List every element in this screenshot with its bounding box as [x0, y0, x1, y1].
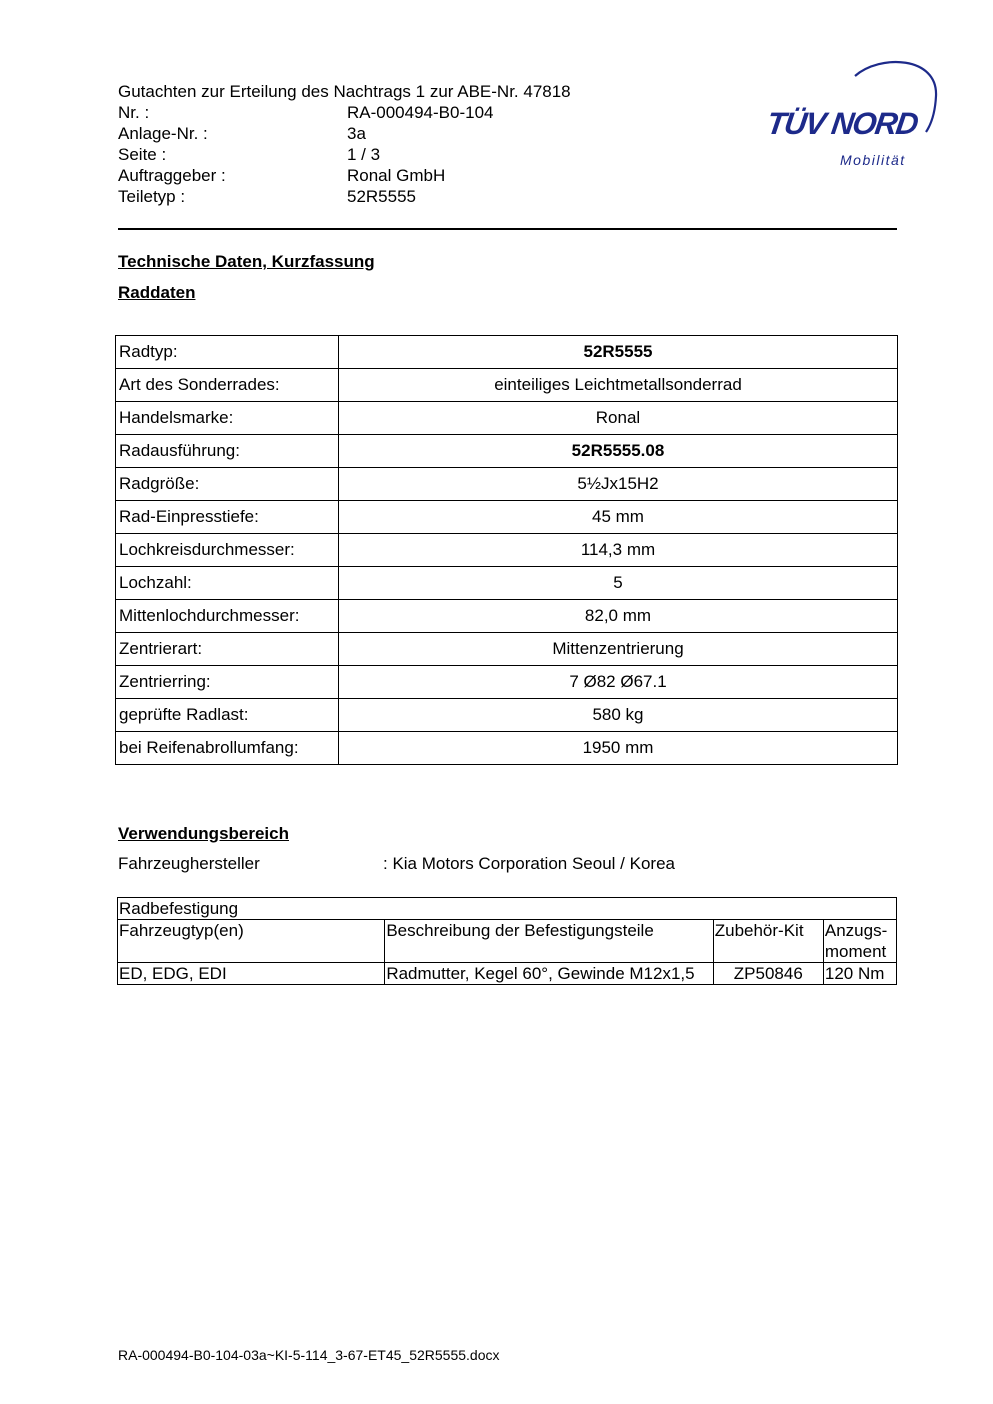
- table-cell: ED, EDG, EDI: [118, 963, 385, 985]
- row-label: Lochkreisdurchmesser:: [116, 534, 339, 567]
- table-row: [116, 501, 898, 534]
- table-row: [116, 567, 898, 600]
- row-label: Zentrierart:: [116, 633, 339, 666]
- table-row: [116, 369, 898, 402]
- header-value: Ronal GmbH: [347, 166, 446, 185]
- header-value: 1 / 3: [347, 145, 381, 164]
- header-label: Seite :: [118, 145, 167, 164]
- header-value: RA-000494-B0-104: [347, 103, 494, 122]
- table-row: [116, 468, 898, 501]
- column-header: Fahrzeugtyp(en): [118, 920, 385, 963]
- subsection-heading: Raddaten: [118, 283, 196, 302]
- logo-subtitle: Mobilität: [840, 152, 906, 168]
- tuv-nord-logo: [760, 56, 940, 171]
- row-value: 1950 mm: [339, 732, 898, 765]
- column-header: Beschreibung der Befestigungsteile: [385, 920, 713, 963]
- row-value: Mittenzentrierung: [339, 633, 898, 666]
- row-value: 82,0 mm: [339, 600, 898, 633]
- table-row: [116, 435, 898, 468]
- report-title: Gutachten zur Erteilung des Nachtrags 1 zur ABE-Nr. 47818: [118, 82, 571, 101]
- row-label: Mittenlochdurchmesser:: [116, 600, 339, 633]
- row-label: Lochzahl:: [116, 567, 339, 600]
- row-label: geprüfte Radlast:: [116, 699, 339, 732]
- table-row: [116, 633, 898, 666]
- row-value: 580 kg: [339, 699, 898, 732]
- table-row: [116, 732, 898, 765]
- header-row-auftraggeber: [118, 165, 571, 186]
- header-value: 52R5555: [347, 187, 417, 206]
- column-header: Zubehör-Kit: [713, 920, 823, 963]
- section-heading-usage: Verwendungsbereich: [118, 824, 289, 843]
- table-cell: 120 Nm: [823, 963, 896, 985]
- row-label: Handelsmarke:: [116, 402, 339, 435]
- header-label: Teiletyp :: [118, 187, 186, 206]
- row-value: einteiliges Leichtmetallsonderrad: [339, 369, 898, 402]
- row-value: 52R5555: [339, 336, 898, 369]
- row-value: 52R5555.08: [339, 435, 898, 468]
- manufacturer-row: [118, 854, 675, 874]
- table-row: [116, 402, 898, 435]
- column-header: Anzugs-moment: [823, 920, 896, 963]
- table-row: [116, 600, 898, 633]
- row-value: 114,3 mm: [339, 534, 898, 567]
- table-cell: Radmutter, Kegel 60°, Gewinde M12x1,5: [385, 963, 713, 985]
- header-row-nr: [118, 102, 571, 123]
- header-label: Anlage-Nr. :: [118, 124, 208, 143]
- table-row: [116, 699, 898, 732]
- footer-filename: RA-000494-B0-104-03a~KI-5-114_3-67-ET45_52R5555.docx: [118, 1347, 500, 1363]
- document-header: [118, 81, 571, 207]
- header-value: 3a: [347, 124, 366, 143]
- fastening-table-title: Radbefestigung: [118, 898, 897, 920]
- header-label: Auftraggeber :: [118, 166, 226, 185]
- table-row: [116, 534, 898, 567]
- table-cell: ZP50846: [713, 963, 823, 985]
- table-row: [116, 336, 898, 369]
- row-label: Rad-Einpresstiefe:: [116, 501, 339, 534]
- row-label: Radtyp:: [116, 336, 339, 369]
- manufacturer-value: : Kia Motors Corporation Seoul / Korea: [383, 854, 675, 873]
- row-value: 45 mm: [339, 501, 898, 534]
- header-row-seite: [118, 144, 571, 165]
- table-row: [116, 666, 898, 699]
- header-divider: [118, 228, 897, 230]
- row-label: bei Reifenabrollumfang:: [116, 732, 339, 765]
- wheel-data-table: [115, 335, 898, 765]
- row-label: Zentrierring:: [116, 666, 339, 699]
- row-value: Ronal: [339, 402, 898, 435]
- manufacturer-label: Fahrzeughersteller: [118, 854, 260, 873]
- row-value: 5: [339, 567, 898, 600]
- logo-wordmark: TÜV NORD: [764, 106, 920, 141]
- row-label: Radgröße:: [116, 468, 339, 501]
- row-label: Art des Sonderrades:: [116, 369, 339, 402]
- section-heading: Technische Daten, Kurzfassung: [118, 252, 375, 271]
- row-value: 7 Ø82 Ø67.1: [339, 666, 898, 699]
- header-row-teiletyp: [118, 186, 571, 207]
- header-row-anlage: [118, 123, 571, 144]
- header-label: Nr. :: [118, 103, 150, 122]
- fastening-table: [117, 897, 897, 985]
- row-value: 5½Jx15H2: [339, 468, 898, 501]
- row-label: Radausführung:: [116, 435, 339, 468]
